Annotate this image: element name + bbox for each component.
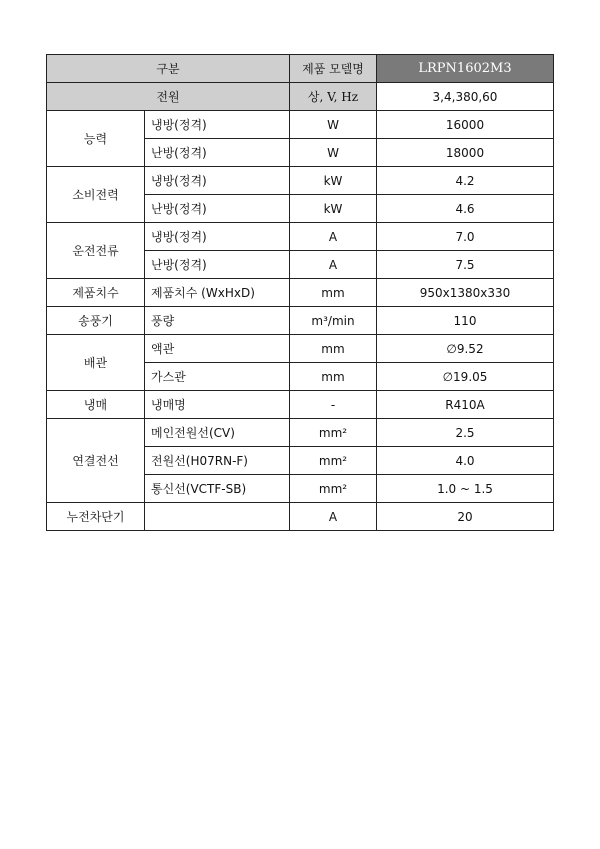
power-label: 전원 <box>47 83 290 111</box>
row-value: 950x1380x330 <box>377 279 554 307</box>
row-unit: mm² <box>290 475 377 503</box>
row-item: 난방(정격) <box>145 139 290 167</box>
row-unit: mm <box>290 335 377 363</box>
row-unit: W <box>290 139 377 167</box>
row-value: 16000 <box>377 111 554 139</box>
row-unit: mm <box>290 279 377 307</box>
row-value: 4.0 <box>377 447 554 475</box>
row-item: 냉방(정격) <box>145 167 290 195</box>
row-unit: A <box>290 503 377 531</box>
row-item: 풍량 <box>145 307 290 335</box>
model-name-cell: LRPN1602M3 <box>377 55 554 83</box>
row-item: 메인전원선(CV) <box>145 419 290 447</box>
category-header: 구분 <box>47 55 290 83</box>
refrigerant-label: 냉매 <box>47 391 145 419</box>
table-row <box>47 279 554 307</box>
table-row <box>47 391 554 419</box>
row-unit: mm <box>290 363 377 391</box>
wiring-label: 연결전선 <box>47 419 145 503</box>
row-item: 액관 <box>145 335 290 363</box>
row-unit: W <box>290 111 377 139</box>
row-value: 20 <box>377 503 554 531</box>
spec-table <box>46 54 554 531</box>
table-row <box>47 83 554 111</box>
row-value: 110 <box>377 307 554 335</box>
table-row <box>47 223 554 251</box>
row-item: 제품치수 (WxHxD) <box>145 279 290 307</box>
row-value: 18000 <box>377 139 554 167</box>
table-row <box>47 167 554 195</box>
row-item: 난방(정격) <box>145 251 290 279</box>
row-value: 7.5 <box>377 251 554 279</box>
row-unit: m³/min <box>290 307 377 335</box>
row-unit: - <box>290 391 377 419</box>
row-value: R410A <box>377 391 554 419</box>
power-value: 3,4,380,60 <box>377 83 554 111</box>
row-value: 4.2 <box>377 167 554 195</box>
table-row <box>47 111 554 139</box>
row-unit: A <box>290 251 377 279</box>
row-value: 1.0 ~ 1.5 <box>377 475 554 503</box>
table-row <box>47 419 554 447</box>
row-unit: mm² <box>290 447 377 475</box>
row-value: 4.6 <box>377 195 554 223</box>
header-row <box>47 55 554 83</box>
row-unit: kW <box>290 167 377 195</box>
piping-label: 배관 <box>47 335 145 391</box>
capacity-label: 능력 <box>47 111 145 167</box>
row-item: 냉매명 <box>145 391 290 419</box>
model-header: 제품 모델명 <box>290 55 377 83</box>
row-item <box>145 503 290 531</box>
table-row <box>47 307 554 335</box>
row-value: 2.5 <box>377 419 554 447</box>
row-unit: A <box>290 223 377 251</box>
row-item: 통신선(VCTF-SB) <box>145 475 290 503</box>
row-value: 7.0 <box>377 223 554 251</box>
row-value: ∅19.05 <box>377 363 554 391</box>
dimensions-label: 제품치수 <box>47 279 145 307</box>
row-item: 난방(정격) <box>145 195 290 223</box>
row-unit: mm² <box>290 419 377 447</box>
table-row <box>47 503 554 531</box>
running-current-label: 운전전류 <box>47 223 145 279</box>
breaker-label: 누전차단기 <box>47 503 145 531</box>
power-unit: 상, V, Hz <box>290 83 377 111</box>
power-consumption-label: 소비전력 <box>47 167 145 223</box>
airflow-label: 송풍기 <box>47 307 145 335</box>
row-item: 가스관 <box>145 363 290 391</box>
row-item: 냉방(정격) <box>145 111 290 139</box>
table-row <box>47 335 554 363</box>
row-unit: kW <box>290 195 377 223</box>
row-item: 전원선(H07RN-F) <box>145 447 290 475</box>
row-value: ∅9.52 <box>377 335 554 363</box>
row-item: 냉방(정격) <box>145 223 290 251</box>
